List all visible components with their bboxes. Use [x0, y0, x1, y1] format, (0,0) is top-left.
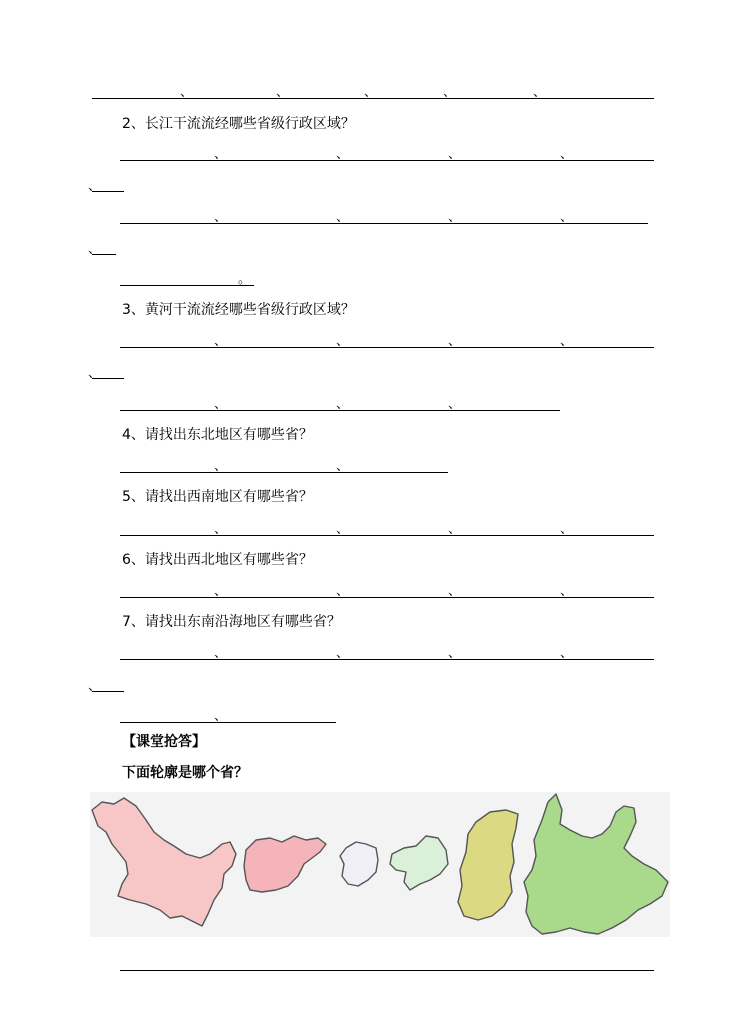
separator: 、: [560, 584, 574, 599]
separator: 、: [214, 147, 228, 162]
answer-line[interactable]: [120, 659, 654, 660]
separator: 、: [560, 646, 574, 661]
period: 。: [238, 272, 252, 287]
answer-line[interactable]: [120, 472, 448, 473]
province-outlines: [90, 792, 670, 937]
separator: 、: [336, 397, 350, 412]
separator: 、: [448, 646, 462, 661]
separator: 、: [336, 210, 350, 225]
separator: 、: [88, 366, 102, 381]
separator: 、: [560, 522, 574, 537]
section-title: 【课堂抢答】: [122, 734, 206, 750]
answer-line[interactable]: [120, 970, 654, 971]
question-4: 4、请找出东北地区有哪些省？: [122, 427, 313, 443]
separator: 、: [336, 646, 350, 661]
separator: 、: [336, 584, 350, 599]
separator: 、: [364, 85, 378, 100]
separator: 、: [336, 334, 350, 349]
separator: 、: [88, 179, 102, 194]
separator: 、: [214, 584, 228, 599]
separator: 、: [214, 709, 228, 724]
separator: 、: [214, 334, 228, 349]
separator: 、: [448, 522, 462, 537]
separator: 、: [448, 210, 462, 225]
separator: 、: [448, 334, 462, 349]
question-2: 2、长江干流流经哪些省级行政区域？: [122, 116, 355, 132]
answer-line[interactable]: [120, 535, 654, 536]
separator: 、: [560, 334, 574, 349]
separator: 、: [180, 85, 194, 100]
separator: 、: [214, 397, 228, 412]
answer-line[interactable]: [120, 285, 254, 286]
question-3: 3、黄河干流流经哪些省级行政区域？: [122, 302, 355, 318]
question-7: 7、请找出东南沿海地区有哪些省？: [122, 614, 341, 630]
answer-line[interactable]: [120, 597, 654, 598]
separator: 、: [336, 459, 350, 474]
separator: 、: [443, 85, 457, 100]
answer-line[interactable]: [120, 347, 654, 348]
separator: 、: [88, 242, 102, 257]
separator: 、: [336, 147, 350, 162]
separator: 、: [560, 210, 574, 225]
separator: 、: [214, 522, 228, 537]
separator: 、: [276, 85, 290, 100]
separator: 、: [88, 679, 102, 694]
answer-line[interactable]: [120, 722, 336, 723]
separator: 、: [533, 85, 547, 100]
separator: 、: [336, 522, 350, 537]
separator: 、: [448, 584, 462, 599]
answer-line[interactable]: [120, 160, 654, 161]
separator: 、: [214, 210, 228, 225]
separator: 、: [214, 459, 228, 474]
question-5: 5、请找出西南地区有哪些省？: [122, 489, 313, 505]
separator: 、: [560, 147, 574, 162]
question-6: 6、请找出西北地区有哪些省？: [122, 552, 313, 568]
separator: 、: [448, 147, 462, 162]
separator: 、: [448, 397, 462, 412]
separator: 、: [214, 646, 228, 661]
section-prompt: 下面轮廓是哪个省？: [122, 765, 248, 781]
